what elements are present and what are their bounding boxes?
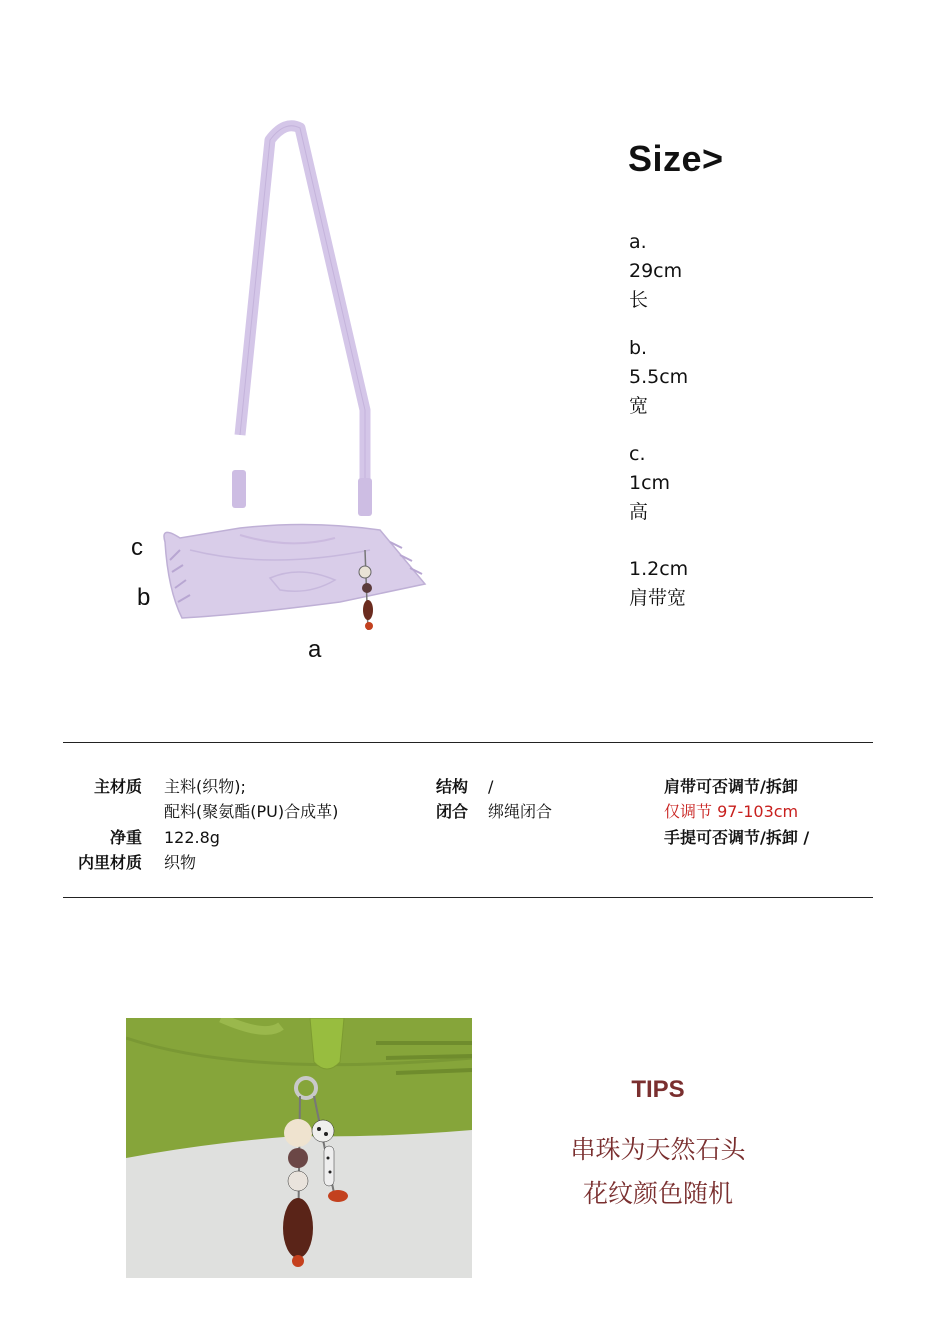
dimension-c-label: c xyxy=(131,534,143,561)
weight-value: 122.8g xyxy=(164,828,220,847)
strap-buckle-left xyxy=(232,470,246,508)
closure-value: 绑绳闭合 xyxy=(488,802,553,821)
size-key: b. xyxy=(629,337,648,359)
dimension-b-label: b xyxy=(137,584,151,611)
divider-top xyxy=(63,742,873,743)
size-key: c. xyxy=(629,443,646,465)
bead-charm-photo xyxy=(126,1018,472,1278)
size-label: 长 xyxy=(629,289,649,311)
tips-line-1: 串珠为天然石头 xyxy=(570,1135,746,1164)
dimension-a-label: a xyxy=(308,636,322,663)
closure-label: 闭合 xyxy=(436,802,469,821)
strap-buckle-right xyxy=(358,478,372,516)
size-item-b xyxy=(629,334,688,421)
size-value: 5.5cm xyxy=(629,366,689,388)
material-value-1: 主料(织物); xyxy=(164,777,246,796)
weight-label: 净重 xyxy=(109,828,142,847)
size-label: 宽 xyxy=(629,395,649,417)
bag-illustration xyxy=(120,110,460,680)
size-label: 高 xyxy=(629,501,649,523)
size-item-strap xyxy=(629,555,688,613)
handle-adjust-label: 手提可否调节/拆卸 / xyxy=(664,828,810,847)
size-label: 肩带宽 xyxy=(629,587,687,609)
divider-bottom xyxy=(63,897,873,898)
lining-label: 内里材质 xyxy=(77,853,142,872)
structure-value: / xyxy=(488,777,494,796)
strap-adjust-value: 仅调节 97-103cm xyxy=(664,802,799,821)
lining-value: 织物 xyxy=(164,853,197,872)
strap-adjust-label: 肩带可否调节/拆卸 xyxy=(664,777,798,796)
size-value: 1cm xyxy=(629,472,671,494)
material-label: 主材质 xyxy=(93,777,142,796)
size-title: Size> xyxy=(628,138,724,179)
size-value: 29cm xyxy=(629,260,683,282)
tips-line-2: 花纹颜色随机 xyxy=(582,1179,733,1208)
tips-title: TIPS xyxy=(631,1076,685,1103)
structure-label: 结构 xyxy=(436,777,469,796)
size-item-a xyxy=(629,228,682,315)
size-key: a. xyxy=(629,231,647,253)
size-value: 1.2cm xyxy=(629,558,689,580)
size-item-c xyxy=(629,440,670,527)
material-value-2: 配料(聚氨酯(PU)合成革) xyxy=(164,802,339,821)
